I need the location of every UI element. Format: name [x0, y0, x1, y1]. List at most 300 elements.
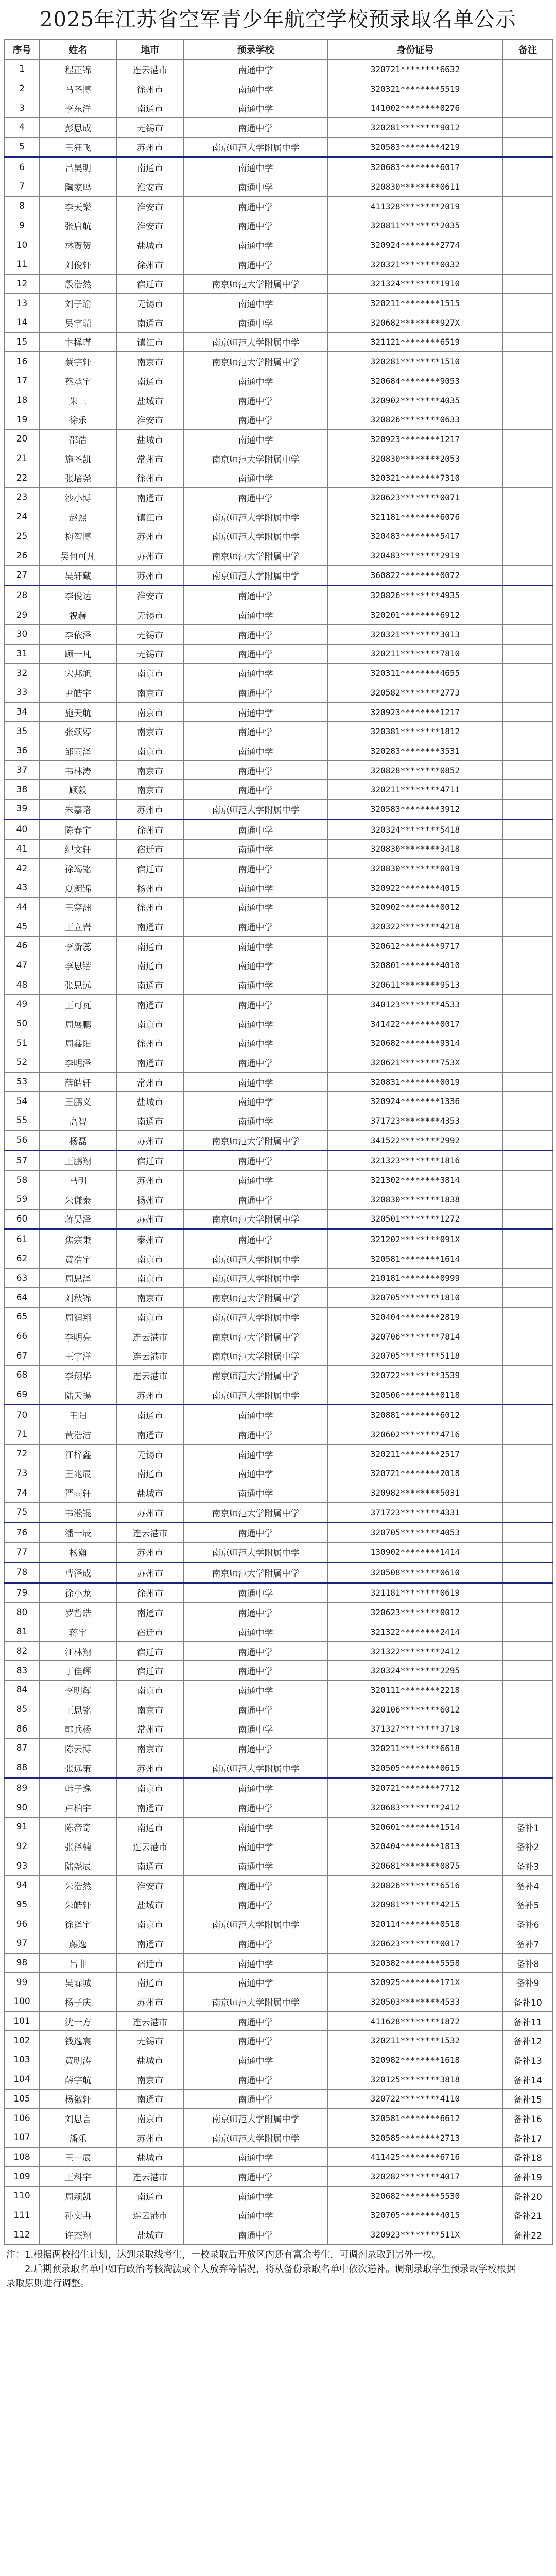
table-row — [5, 1817, 553, 1837]
cell-remark — [503, 1092, 553, 1111]
cell-id-number: 320831********0019 — [328, 1072, 503, 1092]
cell-school: 南通中学 — [184, 216, 328, 235]
cell-remark: 备补21 — [503, 2206, 553, 2225]
cell-city: 徐州市 — [117, 1033, 184, 1053]
cell-id-number: 320826********6516 — [328, 1875, 503, 1895]
table-row — [5, 1033, 553, 1053]
cell-remark — [503, 1209, 553, 1229]
table-row — [5, 1758, 553, 1778]
cell-city: 无锡市 — [117, 624, 184, 644]
cell-school: 南京师范大学附属中学 — [184, 1308, 328, 1327]
cell-city: 苏州市 — [117, 527, 184, 546]
cell-school: 南通中学 — [184, 488, 328, 507]
cell-school: 南通中学 — [184, 391, 328, 410]
table-row — [5, 449, 553, 468]
cell-remark — [503, 391, 553, 410]
cell-index: 85 — [5, 1700, 40, 1719]
cell-remark: 备补18 — [503, 2147, 553, 2167]
cell-id-number: 411328********2019 — [328, 196, 503, 216]
cell-school: 南通中学 — [184, 956, 328, 975]
cell-school: 南通中学 — [184, 1641, 328, 1661]
cell-index: 59 — [5, 1190, 40, 1209]
cell-index: 80 — [5, 1603, 40, 1622]
cell-id-number: 321202********091X — [328, 1229, 503, 1249]
cell-name: 李明亮 — [40, 1327, 117, 1346]
cell-city: 常州市 — [117, 1072, 184, 1092]
cell-name: 卢柏宇 — [40, 1798, 117, 1818]
table-row — [5, 1739, 553, 1758]
cell-index: 11 — [5, 255, 40, 274]
cell-name: 李俊达 — [40, 585, 117, 605]
cell-remark — [503, 332, 553, 352]
cell-city: 徐州市 — [117, 819, 184, 839]
table-row — [5, 1875, 553, 1895]
cell-id-number: 320601********1514 — [328, 1817, 503, 1837]
cell-city: 南通市 — [117, 956, 184, 975]
table-row — [5, 1092, 553, 1111]
table-row — [5, 1366, 553, 1385]
cell-school: 南通中学 — [184, 2186, 328, 2206]
cell-city: 宿迁市 — [117, 1953, 184, 1973]
cell-index: 56 — [5, 1130, 40, 1150]
cell-city: 苏州市 — [117, 800, 184, 820]
cell-remark — [503, 1543, 553, 1563]
cell-index: 26 — [5, 546, 40, 566]
cell-index: 104 — [5, 2070, 40, 2089]
cell-name: 程正锦 — [40, 60, 117, 79]
cell-id-number: 320811********2035 — [328, 216, 503, 235]
cell-id-number: 210181********0999 — [328, 1268, 503, 1288]
cell-index: 24 — [5, 507, 40, 527]
cell-city: 淮安市 — [117, 216, 184, 235]
cell-remark — [503, 118, 553, 138]
cell-id-number: 320382********5558 — [328, 1953, 503, 1973]
cell-remark — [503, 216, 553, 235]
cell-school: 南通中学 — [184, 235, 328, 255]
table-row — [5, 585, 553, 605]
cell-id-number: 320508********0610 — [328, 1562, 503, 1583]
cell-name: 王阳 — [40, 1405, 117, 1425]
cell-name: 顾毅 — [40, 780, 117, 800]
cell-name: 杨磊 — [40, 1130, 117, 1150]
table-row — [5, 1719, 553, 1739]
cell-id-number: 320721********2018 — [328, 1464, 503, 1483]
cell-remark — [503, 468, 553, 488]
cell-remark — [503, 98, 553, 118]
cell-index: 75 — [5, 1502, 40, 1522]
cell-city: 常州市 — [117, 449, 184, 468]
cell-index: 108 — [5, 2147, 40, 2167]
cell-id-number: 320801********4010 — [328, 956, 503, 975]
cell-id-number: 320114********0518 — [328, 1914, 503, 1934]
cell-city: 南通市 — [117, 1973, 184, 1992]
cell-school: 南通中学 — [184, 1798, 328, 1818]
cell-name: 黄明涛 — [40, 2050, 117, 2070]
table-row — [5, 527, 553, 546]
cell-name: 潘乐 — [40, 2128, 117, 2147]
cell-name: 王立岩 — [40, 917, 117, 937]
cell-id-number: 360822********0072 — [328, 565, 503, 585]
table-row — [5, 507, 553, 527]
cell-remark: 备补10 — [503, 1992, 553, 2012]
cell-remark — [503, 1366, 553, 1385]
cell-school: 南通中学 — [184, 2147, 328, 2167]
cell-name: 李翔华 — [40, 1366, 117, 1385]
cell-id-number: 320282********4017 — [328, 2167, 503, 2187]
cell-school: 南通中学 — [184, 1739, 328, 1758]
cell-name: 朱皓轩 — [40, 1895, 117, 1914]
cell-city: 宿迁市 — [117, 1150, 184, 1171]
cell-school: 南通中学 — [184, 897, 328, 917]
cell-city: 南通市 — [117, 1464, 184, 1483]
cell-school: 南通中学 — [184, 722, 328, 741]
cell-id-number: 320925********171X — [328, 1973, 503, 1992]
cell-remark: 备补15 — [503, 2089, 553, 2109]
cell-school: 南京师范大学附属中学 — [184, 1758, 328, 1778]
cell-index: 65 — [5, 1308, 40, 1327]
table-row — [5, 468, 553, 488]
cell-remark — [503, 410, 553, 430]
table-row — [5, 1346, 553, 1366]
cell-remark — [503, 1700, 553, 1719]
table-row — [5, 1934, 553, 1954]
table-row — [5, 1603, 553, 1622]
cell-name: 吴霖城 — [40, 1973, 117, 1992]
table-row — [5, 2206, 553, 2225]
cell-school: 南通中学 — [184, 98, 328, 118]
cell-remark: 备补20 — [503, 2186, 553, 2206]
cell-index: 86 — [5, 1719, 40, 1739]
table-row — [5, 565, 553, 585]
cell-remark — [503, 1288, 553, 1308]
cell-school: 南京师范大学附属中学 — [184, 1366, 328, 1385]
cell-city: 南京市 — [117, 1014, 184, 1033]
cell-city: 南通市 — [117, 157, 184, 177]
cell-remark — [503, 546, 553, 566]
table-row — [5, 2186, 553, 2206]
cell-city: 南京市 — [117, 2109, 184, 2128]
cell-id-number: 320902********0012 — [328, 897, 503, 917]
cell-id-number: 320902********4035 — [328, 391, 503, 410]
cell-city: 苏州市 — [117, 1385, 184, 1405]
cell-school: 南通中学 — [184, 936, 328, 956]
cell-id-number: 411425********6716 — [328, 2147, 503, 2167]
cell-remark — [503, 1641, 553, 1661]
cell-name: 朱嘉珞 — [40, 800, 117, 820]
cell-id-number: 320682********927X — [328, 313, 503, 332]
cell-name: 陈云博 — [40, 1739, 117, 1758]
cell-remark — [503, 1464, 553, 1483]
cell-index: 32 — [5, 664, 40, 683]
cell-school: 南京师范大学附属中学 — [184, 1249, 328, 1268]
cell-id-number: 320982********1618 — [328, 2050, 503, 2070]
cell-school: 南通中学 — [184, 1072, 328, 1092]
col-header-school: 预录学校 — [184, 40, 328, 60]
table-row — [5, 371, 553, 391]
cell-index: 103 — [5, 2050, 40, 2070]
cell-school: 南通中学 — [184, 859, 328, 878]
cell-school: 南通中学 — [184, 2225, 328, 2245]
cell-school: 南通中学 — [184, 1778, 328, 1798]
cell-index: 5 — [5, 137, 40, 157]
cell-id-number: 341422********0017 — [328, 1014, 503, 1033]
cell-school: 南通中学 — [184, 917, 328, 937]
table-row — [5, 352, 553, 371]
cell-name: 邹雨泽 — [40, 741, 117, 761]
cell-remark — [503, 819, 553, 839]
cell-id-number: 320201********6912 — [328, 605, 503, 625]
cell-index: 50 — [5, 1014, 40, 1033]
table-row — [5, 1522, 553, 1543]
cell-school: 南通中学 — [184, 2031, 328, 2050]
cell-id-number: 320923********511X — [328, 2225, 503, 2245]
cell-school: 南京师范大学附属中学 — [184, 274, 328, 294]
cell-remark: 备补6 — [503, 1914, 553, 1934]
cell-name: 杨徽轩 — [40, 2089, 117, 2109]
cell-name: 顾一凡 — [40, 644, 117, 664]
cell-id-number: 341522********2992 — [328, 1130, 503, 1150]
table-row — [5, 430, 553, 449]
cell-id-number: 320611********9513 — [328, 975, 503, 995]
table-row — [5, 1992, 553, 2012]
cell-id-number: 320830********2053 — [328, 449, 503, 468]
cell-remark — [503, 917, 553, 937]
cell-name: 王思铭 — [40, 1700, 117, 1719]
cell-id-number: 320684********9053 — [328, 371, 503, 391]
table-row — [5, 157, 553, 177]
cell-name: 黄浩洁 — [40, 1425, 117, 1445]
cell-school: 南通中学 — [184, 1700, 328, 1719]
cell-city: 无锡市 — [117, 118, 184, 138]
table-row — [5, 780, 553, 800]
cell-school: 南通中学 — [184, 1425, 328, 1445]
cell-index: 61 — [5, 1229, 40, 1249]
cell-remark — [503, 352, 553, 371]
cell-school: 南京师范大学附属中学 — [184, 1130, 328, 1150]
cell-index: 78 — [5, 1562, 40, 1583]
cell-name: 李明泽 — [40, 1053, 117, 1073]
cell-name: 祝赫 — [40, 605, 117, 625]
cell-school: 南通中学 — [184, 371, 328, 391]
cell-remark — [503, 624, 553, 644]
table-row — [5, 1856, 553, 1876]
cell-index: 53 — [5, 1072, 40, 1092]
cell-city: 连云港市 — [117, 2011, 184, 2031]
cell-school: 南通中学 — [184, 313, 328, 332]
cell-school: 南通中学 — [184, 2206, 328, 2225]
cell-index: 105 — [5, 2089, 40, 2109]
cell-city: 苏州市 — [117, 546, 184, 566]
cell-city: 苏州市 — [117, 2128, 184, 2147]
cell-city: 盐城市 — [117, 1895, 184, 1914]
cell-name: 张泽楠 — [40, 1837, 117, 1856]
cell-remark — [503, 780, 553, 800]
cell-remark — [503, 1502, 553, 1522]
cell-school: 南通中学 — [184, 878, 328, 897]
cell-city: 无锡市 — [117, 2031, 184, 2050]
cell-school: 南通中学 — [184, 468, 328, 488]
cell-name: 韩兵杨 — [40, 1719, 117, 1739]
cell-id-number: 320681********0875 — [328, 1856, 503, 1876]
table-row — [5, 1444, 553, 1464]
cell-index: 58 — [5, 1171, 40, 1190]
cell-school: 南通中学 — [184, 1111, 328, 1131]
cell-remark: 备补19 — [503, 2167, 553, 2187]
cell-city: 徐州市 — [117, 255, 184, 274]
cell-name: 严雨轩 — [40, 1483, 117, 1503]
cell-name: 韦林涛 — [40, 760, 117, 780]
cell-name: 夏朗锦 — [40, 878, 117, 897]
cell-id-number: 320404********2819 — [328, 1308, 503, 1327]
cell-city: 无锡市 — [117, 1444, 184, 1464]
cell-city: 南京市 — [117, 1681, 184, 1700]
table-row — [5, 313, 553, 332]
cell-id-number: 320321********5519 — [328, 79, 503, 98]
table-row — [5, 800, 553, 820]
cell-id-number: 320211********4711 — [328, 780, 503, 800]
cell-city: 南京市 — [117, 683, 184, 703]
table-row — [5, 975, 553, 995]
cell-name: 丁佳辉 — [40, 1661, 117, 1681]
table-row — [5, 605, 553, 625]
cell-remark — [503, 1758, 553, 1778]
cell-city: 无锡市 — [117, 605, 184, 625]
cell-index: 42 — [5, 859, 40, 878]
cell-id-number: 371723********4331 — [328, 1502, 503, 1522]
cell-index: 45 — [5, 917, 40, 937]
cell-remark — [503, 1681, 553, 1700]
cell-name: 沈一方 — [40, 2011, 117, 2031]
cell-id-number: 320506********0118 — [328, 1385, 503, 1405]
table-row — [5, 2070, 553, 2089]
cell-city: 徐州市 — [117, 468, 184, 488]
cell-id-number: 320705********4053 — [328, 1522, 503, 1543]
cell-city: 苏州市 — [117, 1562, 184, 1583]
cell-school: 南京师范大学附属中学 — [184, 449, 328, 468]
cell-name: 张启航 — [40, 216, 117, 235]
cell-remark — [503, 1739, 553, 1758]
table-row — [5, 1327, 553, 1346]
cell-index: 48 — [5, 975, 40, 995]
cell-city: 南京市 — [117, 760, 184, 780]
table-row — [5, 664, 553, 683]
cell-name: 蒋宇 — [40, 1622, 117, 1642]
cell-city: 盐城市 — [117, 2225, 184, 2245]
cell-id-number: 320623********0071 — [328, 488, 503, 507]
cell-city: 无锡市 — [117, 644, 184, 664]
cell-id-number: 320583********3912 — [328, 800, 503, 820]
cell-name: 纪文轩 — [40, 839, 117, 859]
cell-school: 南通中学 — [184, 1973, 328, 1992]
cell-index: 19 — [5, 410, 40, 430]
cell-city: 南京市 — [117, 1914, 184, 1934]
cell-remark: 备补7 — [503, 1934, 553, 1954]
cell-id-number: 320612********9717 — [328, 936, 503, 956]
cell-index: 35 — [5, 722, 40, 741]
cell-school: 南京师范大学附属中学 — [184, 1502, 328, 1522]
cell-name: 孙奕冉 — [40, 2206, 117, 2225]
cell-name: 吕昊明 — [40, 157, 117, 177]
footnotes — [6, 2248, 550, 2291]
cell-remark — [503, 702, 553, 722]
cell-school: 南通中学 — [184, 741, 328, 761]
cell-name: 尹皓宇 — [40, 683, 117, 703]
cell-name: 陆天揚 — [40, 1385, 117, 1405]
table-row — [5, 196, 553, 216]
cell-school: 南通中学 — [184, 839, 328, 859]
cell-id-number: 320623********0012 — [328, 1603, 503, 1622]
table-row — [5, 897, 553, 917]
cell-name: 李明辉 — [40, 1681, 117, 1700]
cell-name: 王穿洲 — [40, 897, 117, 917]
cell-id-number: 320311********4655 — [328, 664, 503, 683]
cell-city: 苏州市 — [117, 1543, 184, 1563]
table-row — [5, 995, 553, 1014]
cell-name: 薛皓轩 — [40, 1072, 117, 1092]
cell-remark — [503, 897, 553, 917]
cell-remark — [503, 527, 553, 546]
cell-remark — [503, 177, 553, 197]
cell-city: 宿迁市 — [117, 274, 184, 294]
cell-school: 南京师范大学附属中学 — [184, 1914, 328, 1934]
cell-remark — [503, 605, 553, 625]
cell-school: 南通中学 — [184, 1719, 328, 1739]
cell-index: 10 — [5, 235, 40, 255]
cell-city: 扬州市 — [117, 878, 184, 897]
cell-school: 南京师范大学附属中学 — [184, 1288, 328, 1308]
cell-remark — [503, 1522, 553, 1543]
cell-remark — [503, 60, 553, 79]
cell-id-number: 141002********0276 — [328, 98, 503, 118]
cell-index: 22 — [5, 468, 40, 488]
table-row — [5, 2128, 553, 2147]
cell-id-number: 320982********5031 — [328, 1483, 503, 1503]
cell-index: 70 — [5, 1405, 40, 1425]
table-row — [5, 1622, 553, 1642]
table-row — [5, 1385, 553, 1405]
cell-id-number: 320583********4219 — [328, 137, 503, 157]
cell-name: 黄浩宇 — [40, 1249, 117, 1268]
cell-name: 王可瓦 — [40, 995, 117, 1014]
cell-city: 南通市 — [117, 371, 184, 391]
cell-index: 1 — [5, 60, 40, 79]
cell-school: 南通中学 — [184, 819, 328, 839]
cell-city: 苏州市 — [117, 1171, 184, 1190]
cell-id-number: 320830********0019 — [328, 859, 503, 878]
cell-remark — [503, 274, 553, 294]
cell-index: 2 — [5, 79, 40, 98]
cell-name: 钱逸宸 — [40, 2031, 117, 2050]
cell-index: 62 — [5, 1249, 40, 1268]
cell-remark: 备补13 — [503, 2050, 553, 2070]
cell-id-number: 320923********1217 — [328, 430, 503, 449]
table-row — [5, 391, 553, 410]
table-row — [5, 1190, 553, 1209]
table-row — [5, 546, 553, 566]
cell-city: 连云港市 — [117, 1837, 184, 1856]
cell-name: 邵浩 — [40, 430, 117, 449]
cell-city: 宿迁市 — [117, 1641, 184, 1661]
table-row — [5, 1150, 553, 1171]
cell-index: 33 — [5, 683, 40, 703]
table-row — [5, 1798, 553, 1818]
cell-index: 99 — [5, 1973, 40, 1992]
cell-name: 陶家鸣 — [40, 177, 117, 197]
table-row — [5, 741, 553, 761]
cell-index: 31 — [5, 644, 40, 664]
cell-name: 刘子瑜 — [40, 294, 117, 313]
cell-id-number: 320683********6017 — [328, 157, 503, 177]
